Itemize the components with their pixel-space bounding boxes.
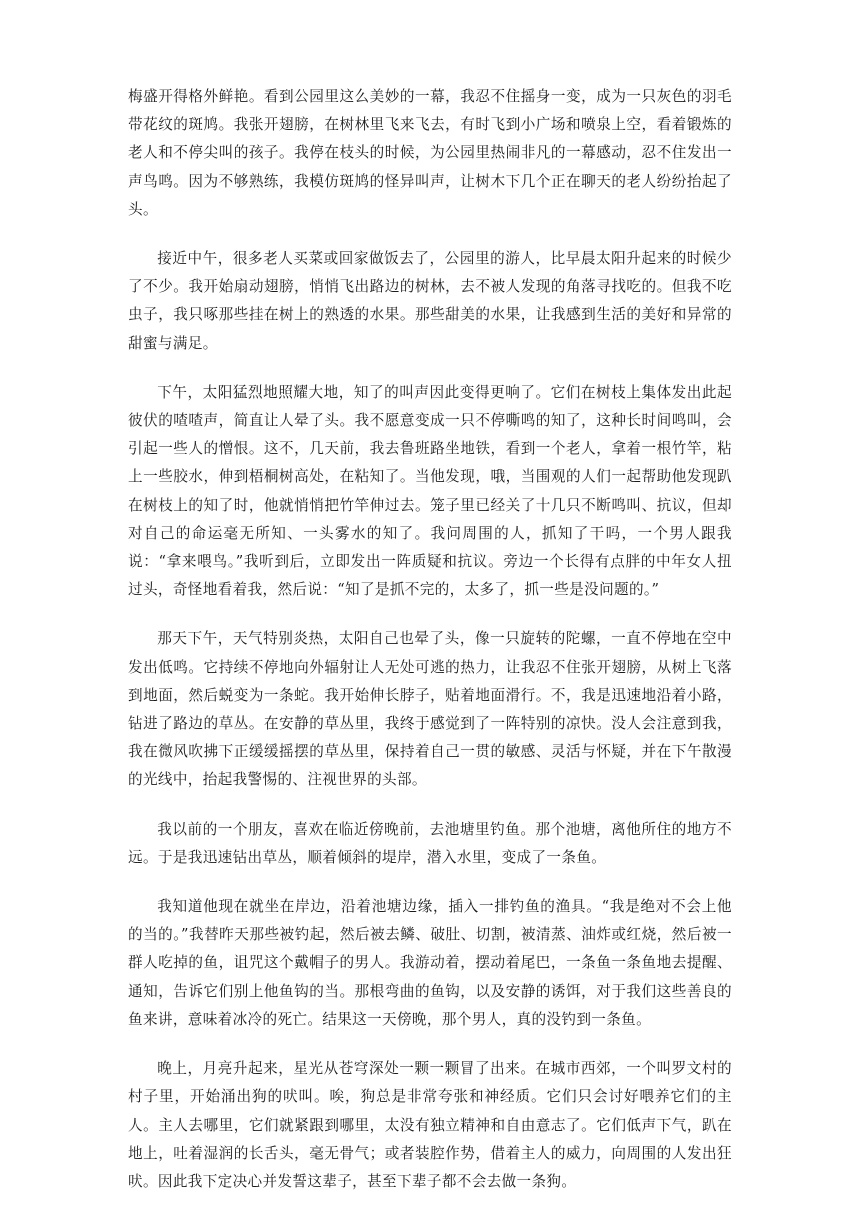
- paragraph-2: 接近中午，很多老人买菜或回家做饭去了，公园里的游人，比早晨太阳升起来的时候少了不少。我开始扇动翅膀，悄悄飞出路边的树林，去不被人发现的角落寻找吃的。但我不吃虫子，我只啄那些挂在树上的熟透的水果。那些甜美的水果，让我感到生活的美好和异常的甜蜜与满足。: [128, 250, 732, 352]
- paragraph-4: 那天下午，天气特别炎热，太阳自己也晕了头，像一只旋转的陀螺，一直不停地在空中发出低鸣。它持续不停地向外辐射让人无处可逃的热力，让我忍不住张开翅膀，从树上飞落到地面，然后蜕变为一条蛇。我开始伸长脖子，贴着地面滑行。不，我是迅速地沿着小路，钻进了路边的草丛。在安静的草丛里，我终于感觉到了一阵特别的凉快。没人会注意到我，我在微风吹拂下正缓缓摇摆的草丛里，保持着自己一贯的敏感、灵活与怀疑，并在下午散漫的光线中，抬起我警惕的、注视世界的头部。: [128, 630, 732, 789]
- paragraph-7: 晚上，月亮升起来，星光从苍穹深处一颗一颗冒了出来。在城市西郊，一个叫罗文村的村子里，开始涌出狗的吠叫。唉，狗总是非常夸张和神经质。它们只会讨好喂养它们的主人。主人去哪里，它们就紧跟到哪里，太没有独立精神和自由意志了。它们低声下气，趴在地上，吐着湿润的长舌头，毫无骨气；或者装腔作势，借着主人的威力，向周围的人发出狂吠。因此我下定决心并发誓这辈子，甚至下辈子都不会去做一条狗。: [128, 1060, 732, 1190]
- document-body: [128, 83, 732, 1217]
- paragraph-3: 下午，太阳猛烈地照耀大地，知了的叫声因此变得更响了。它们在树枝上集体发出此起彼伏的喳喳声，简直让人晕了头。我不愿意变成一只不停嘶鸣的知了，这种长时间鸣叫，会引起一些人的憎恨。这不，几天前，我去鲁班路坐地铁，看到一个老人，拿着一根竹竿，粘上一些胶水，伸到梧桐树高处，在粘知了。当他发现，哦，当围观的人们一起帮助他发现趴在树枝上的知了时，他就悄悄把竹竿伸过去。笼子里已经关了十几只不断鸣叫、抗议，但却对自己的命运毫无所知、一头雾水的知了。我问周围的人，抓知了干吗，一个男人跟我说：“拿来喂鸟。”我听到后，立即发出一阵质疑和抗议。旁边一个长得有点胖的中年女人扭过头，奇怪地看着我，然后说：“知了是抓不完的，太多了，抓一些是没问题的。”: [128, 383, 732, 599]
- paragraph-1: 梅盛开得格外鲜艳。看到公园里这么美妙的一幕，我忍不住摇身一变，成为一只灰色的羽毛带花纹的斑鸠。我张开翅膀，在树林里飞来飞去，有时飞到小广场和喷泉上空，看着锻炼的老人和不停尖叫的孩子。我停在枝头的时候，为公园里热闹非凡的一幕感动，忍不住发出一声鸟鸣。因为不够熟练，我模仿斑鸠的怪异叫声，让树木下几个正在聊天的老人纷纷抬起了头。: [128, 88, 732, 218]
- paragraph-5: 我以前的一个朋友，喜欢在临近傍晚前，去池塘里钓鱼。那个池塘，离他所住的地方不远。于是我迅速钻出草丛，顺着倾斜的堤岸，潜入水里，变成了一条鱼。: [128, 820, 732, 866]
- paragraph-6: 我知道他现在就坐在岸边，沿着池塘边缘，插入一排钓鱼的渔具。“我是绝对不会上他的当的。”我替昨天那些被钓起，然后被去鳞、破肚、切割，被清蒸、油炸或红烧，然后被一群人吃掉的鱼，诅咒这个戴帽子的男人。我游动着，摆动着尾巴，一条鱼一条鱼地去提醒、通知，告诉它们别上他鱼钩的当。那根弯曲的鱼钩，以及安静的诱饵，对于我们这些善良的鱼来讲，意味着冰冷的死亡。结果这一天傍晚，那个男人，真的没钓到一条鱼。: [128, 898, 732, 1028]
